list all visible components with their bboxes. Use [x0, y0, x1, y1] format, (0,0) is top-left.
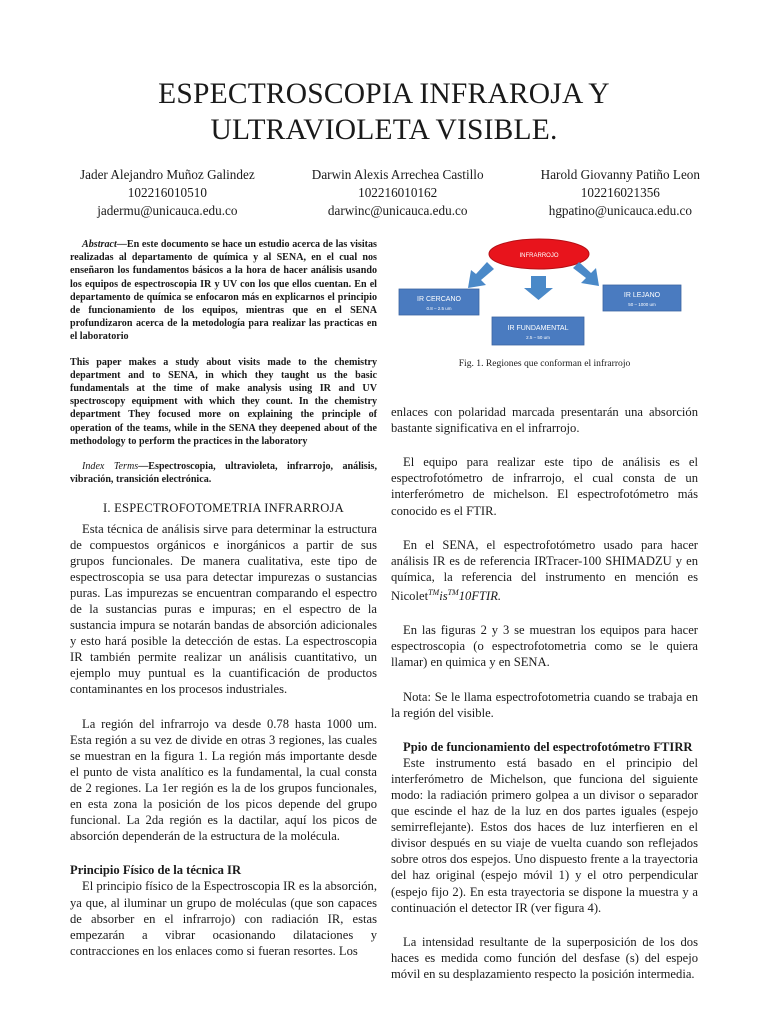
subsection-heading: Ppio de funcionamiento del espectrofotómetro FTIRR: [403, 739, 693, 754]
author-block: [80, 166, 700, 220]
author-email: jadermu@unicauca.edu.co: [97, 203, 238, 218]
arrow-left-icon: [468, 262, 494, 288]
author-id: 102216021356: [580, 185, 660, 200]
abstract: [70, 238, 377, 344]
author-name: Jader Alejandro Muñoz Galindez: [80, 167, 255, 182]
index-terms: [70, 460, 377, 486]
ir-cercano-range: 0.8 – 2.5 um: [426, 306, 452, 311]
paragraph: Nota: Se le llama espectrofotometria cuando se trabaja en la región del visible.: [391, 689, 698, 720]
infrared-regions-diagram: [391, 238, 698, 350]
author-name: Harold Giovanny Patiño Leon: [540, 167, 700, 182]
paragraph: El principio físico de la Espectroscopia IR es la absorción, ya que, al iluminar un grupo de moléculas (que son capaces de absorber en el infrarrojo) con radiación IR, estas empezarán a vibrar ocasionando dilataciones y contracciones en los enlaces como si fueran resortes. Los: [70, 879, 377, 958]
author-2: [312, 166, 484, 220]
left-column: [70, 238, 377, 959]
paragraph: [391, 537, 698, 605]
subsection-heading: Principio Físico de la técnica IR: [70, 863, 242, 878]
ir-lejano-range: 50 – 1000 um: [628, 302, 656, 307]
ir-fundamental-range: 2.5 – 50 um: [526, 335, 550, 340]
author-email: darwinc@unicauca.edu.co: [327, 203, 468, 218]
paragraph: La intensidad resultante de la superposición de los dos haces es medida como función del desfase (s) del espejo móvil en su desplazamiento respecto la posición intermedia.: [391, 934, 698, 981]
trademark-sup: TM: [428, 587, 440, 597]
formula-text: 10FTIR.: [458, 589, 502, 604]
paragraph: Esta técnica de análisis sirve para determinar la estructura de compuestos orgánicos e inorgánicos a partir de sus grupos funcionales. De manera cualitativa, este tipo de espectroscopia se usa para detectar impurezas o sustancias puras. Las impurezas se encuentran comparando el espectro de la sustancias puras e impuras; en el espectro de la sustancia impura se notarán bandas de absorción adicionales y esto hará posible la detección de estas. La espectroscopia IR también permite realizar un análisis cuantitativo, un ejemplo muy puntual es la cuantificación de productos contaminantes en los procesos industriales.: [70, 521, 377, 697]
ir-lejano-label: IR LEJANO: [623, 292, 661, 299]
infrarrojo-label: INFRARROJO: [519, 253, 559, 259]
right-column: [391, 238, 698, 1000]
figure-caption: Fig. 1. Regiones que conforman el infrarrojo: [458, 358, 631, 369]
author-id: 102216010510: [127, 185, 207, 200]
arrow-down-icon: [524, 276, 553, 300]
paragraph: Este instrumento está basado en el principio del interferómetro de Michelson, que funciona del siguiente modo: la radiación primero golpea a un divisor o separador que escinde el haz de la luz en dos partes iguales (espejo semirreflejante). Estos dos haces de luz interfieren en el divisor después en su viaje de vuelta cuando son reflejados sobre otros dos espejos. Uno dispuesto frente a la trayectoria del haz original (espejo móvil 1) y el otro perpendicular (espejo fijo 2). En esta trayectoria se dispone la muestra y a continuación el detector IR (ver figura 4).: [391, 755, 698, 915]
paragraph: enlaces con polaridad marcada presentarán una absorción bastante significativa en el infrarrojo.: [391, 405, 698, 436]
title-line-2: ULTRAVIOLETA VISIBLE.: [210, 114, 558, 146]
author-1: [80, 166, 255, 220]
formula-text: is: [439, 589, 448, 604]
ir-cercano-label: IR CERCANO: [417, 296, 461, 303]
author-id: 102216010162: [358, 185, 438, 200]
abstract-lead: Abstract: [82, 239, 117, 250]
index-terms-lead: Index Terms: [82, 461, 139, 473]
paragraph: La región del infrarrojo va desde 0.78 hasta 1000 um. Esta región a su vez de divide en otras 3 regiones, las cuales se muestran en la figura 1. La región más importante desde el punto de vista analítico es la fundamental, la cual consta de 2 regiones. La 1er región es la de los grupos funcionales, en esta zona la posición de los picos depende del grupo funcional. La 2da región es la dactilar, aquí los picos de absorción dependerán de la estructura de la molécula.: [70, 716, 377, 844]
section-heading: I. ESPECTROFOTOMETRIA INFRARROJA: [103, 501, 344, 516]
abstract-text: —En este documento se hace un estudio acerca de las visitas realizadas al departamento de química y al SENA, en el cual nos enseñaron los fundamentos básicos a la hora de hacer análisis usando los equipos de espectroscopia IR y UV con los que ellos cuentan. En el departamento de química se enfocaron más en explicarnos el principio de funcionamiento de los equipos, mientras que en el SENA profundizaron acerca de la metodología para realizar las practicas en el laboratorio: [70, 239, 377, 343]
paragraph: El equipo para realizar este tipo de análisis es el espectrofotómetro de infrarrojo, el cual consta de un interferómetro de michelson. El espectrofotómetro más conocido es el FTIR.: [391, 455, 698, 518]
index-terms-text: —Espectroscopia, ultravioleta, infrarrojo, análisis, vibración, transición electrónica.: [70, 461, 377, 486]
figure-1: [391, 238, 698, 350]
trademark-sup: TM: [447, 587, 459, 597]
ir-fundamental-label: IR FUNDAMENTAL: [507, 325, 569, 332]
paragraph: En las figuras 2 y 3 se muestran los equipos para hacer espectroscopia (o espectrofotometria como se le quiera llamar) en quimica y en SENA.: [391, 623, 698, 670]
title-line-1: ESPECTROSCOPIA INFRAROJA Y: [158, 78, 610, 110]
arrow-right-icon: [573, 262, 599, 286]
abstract-english: This paper makes a study about visits made to the chemistry department and to SENA, in which they taught us the basic fundamentals at the time of make analysis using IR and UV spectroscopy equipment with which they count. In the chemistry department They focused more on explaining the principle of operation of the teams, while in the SENA they deepened about of the methodology to perform the practices in the laboratory: [70, 356, 377, 447]
author-name: Darwin Alexis Arrechea Castillo: [311, 167, 484, 182]
paragraph-text: En el SENA, el espectrofotómetro usado para hacer análisis IR es de referencia IRTracer-100 SHIMADZU y en química, la referencia del instrumento en mención es Nicolet: [391, 537, 698, 604]
author-3: [541, 166, 700, 220]
paper-title: [0, 76, 768, 148]
author-email: hgpatino@unicauca.edu.co: [548, 203, 692, 218]
